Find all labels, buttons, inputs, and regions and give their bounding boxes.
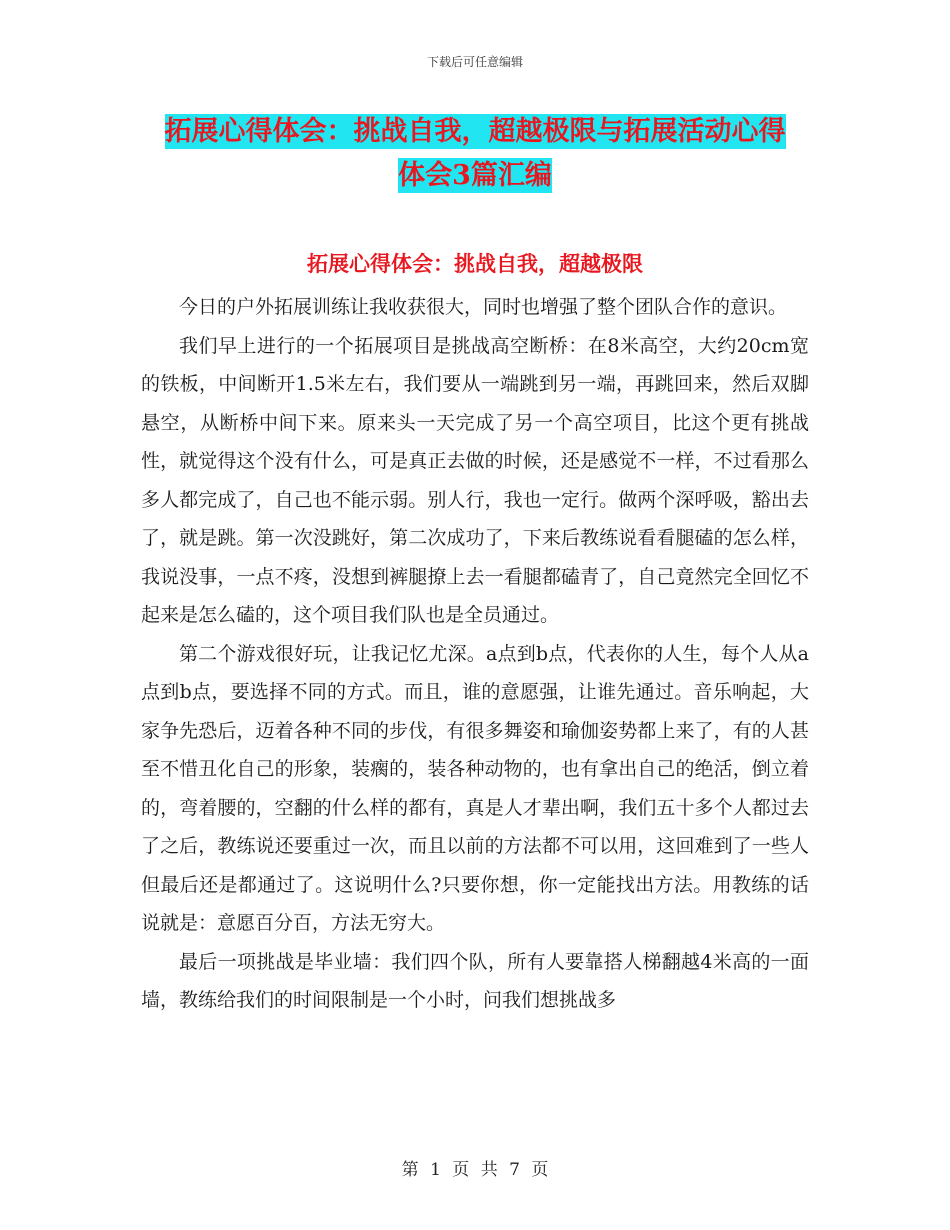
paragraph: 我们早上进行的一个拓展项目是挑战高空断桥：在8米高空，大约20cm宽的铁板，中间断开1.5米左右，我们要从一端跳到另一端，再跳回来，然后双脚悬空，从断桥中间下来。原来头一天完成了另一个高空项目，比这个更有挑战性，就觉得这个没有什么，可是真正去做的时候，还是感觉不一样，不过看那么多人都完成了，自己也不能示弱。别人行，我也一定行。做两个深呼吸，豁出去了，就是跳。第一次没跳好，第二次成功了，下来后教练说看看腿磕的怎么样，我说没事，一点不疼，没想到裤腿撩上去一看腿都磕青了，自己竟然完全回忆不起来是怎么磕的，这个项目我们队也是全员通过。 [141, 334, 809, 626]
body-text [141, 288, 809, 1020]
section-title: 拓展心得体会：挑战自我，超越极限 [307, 251, 643, 276]
paragraph: 最后一项挑战是毕业墙：我们四个队，所有人要靠搭人梯翻越4米高的一面墙，教练给我们的时间限制是一个小时，问我们想挑战多 [141, 950, 809, 1011]
document-title [140, 110, 810, 198]
paragraph: 第二个游戏很好玩，让我记忆尤深。a点到b点，代表你的人生，每个人从a点到b点，要选择不同的方式。而且，谁的意愿强，让谁先通过。音乐响起，大家争先恐后，迈着各种不同的步伐，有很多舞姿和瑜伽姿势都上来了，有的人甚至不惜丑化自己的形象，装瘸的，装各种动物的，也有拿出自己的绝活，倒立着的，弯着腰的，空翻的什么样的都有，真是人才辈出啊，我们五十多个人都过去了之后，教练说还要重过一次，而且以前的方法都不可以用，这回难到了一些人但最后还是都通过了。这说明什么?只要你想，你一定能找出方法。用教练的话说就是：意愿百分百，方法无穷大。 [141, 642, 809, 934]
document-title-line-2: 体会3篇汇编 [398, 160, 552, 191]
document-title-line-1: 拓展心得体会：挑战自我，超越极限与拓展活动心得 [164, 116, 786, 147]
paragraph: 今日的户外拓展训练让我收获很大，同时也增强了整个团队合作的意识。 [179, 296, 788, 318]
page-number-footer: 第 1 页 共 7 页 [401, 1160, 549, 1180]
page-header-note: 下载后可任意编辑 [426, 55, 523, 69]
